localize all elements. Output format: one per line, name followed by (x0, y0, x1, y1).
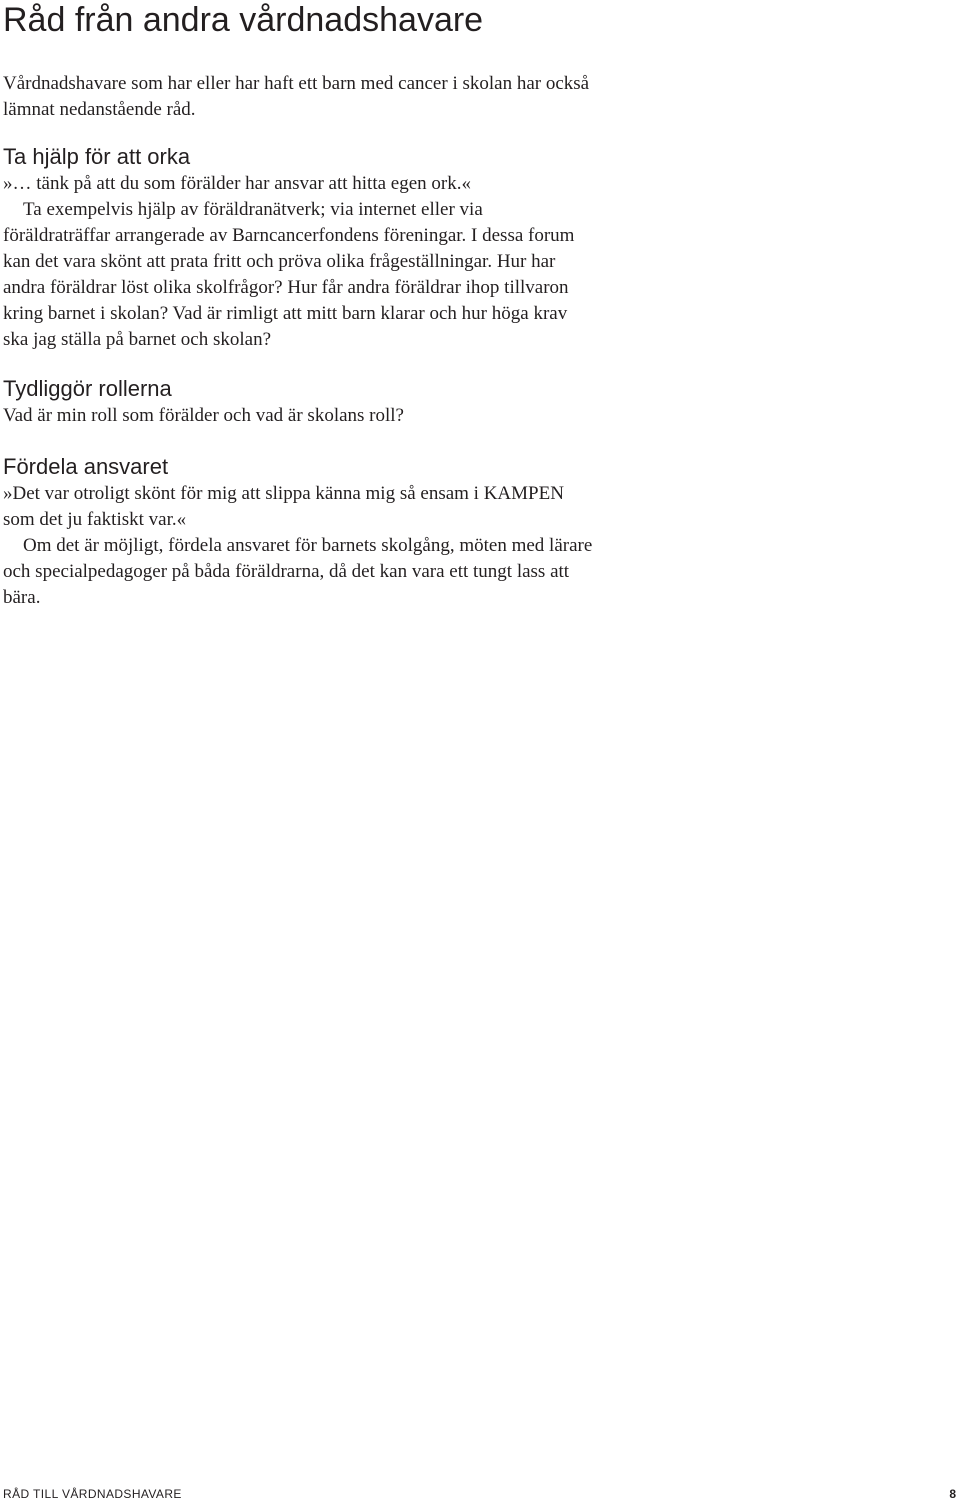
section-heading: Fördela ansvaret (3, 454, 169, 479)
section-heading: Tydliggör rollerna (3, 376, 172, 401)
footer-label: RÅD TILL VÅRDNADSHAVARE (3, 1487, 182, 1501)
section-fordela-ansvaret (3, 453, 593, 611)
section-quote: »Det var otroligt skönt för mig att slippa känna mig så ensam i KAMPEN som det ju faktiskt var.« (3, 483, 564, 530)
section-body: Vad är min roll som förälder och vad är skolans roll? (3, 405, 404, 426)
section-tydliggor-rollerna (3, 375, 593, 429)
section-quote: »… tänk på att du som förälder har ansvar att hitta egen ork.« (3, 173, 471, 194)
intro-block (3, 71, 593, 123)
section-ta-hjalp (3, 143, 593, 353)
page-title: Råd från andra vårdnadshavare (3, 1, 484, 39)
section-body: Om det är möjligt, fördela ansvaret för barnets skolgång, möten med lärare och specialpedagoger på båda föräldrarna, då det kan vara ett tungt lass att bära. (3, 535, 593, 608)
section-body: Ta exempelvis hjälp av föräldranätverk; via internet eller via föräldraträffar arrangerade av Barncancerfondens föreningar. I dessa forum kan det vara skönt att prata fritt och pröva olika frågeställningar. Hur har andra föräldrar löst olika skolfrågor? Hur får andra föräldrar ihop tillvaron kring barnet i skolan? Vad är rimligt att mitt barn klarar och hur höga krav ska jag ställa på barnet och skolan? (3, 199, 575, 350)
page-number: 8 (949, 1487, 956, 1501)
section-heading: Ta hjälp för att orka (3, 144, 191, 169)
intro-text: Vårdnadshavare som har eller har haft ett barn med cancer i skolan har också lämnat nedanstående råd. (3, 73, 590, 120)
